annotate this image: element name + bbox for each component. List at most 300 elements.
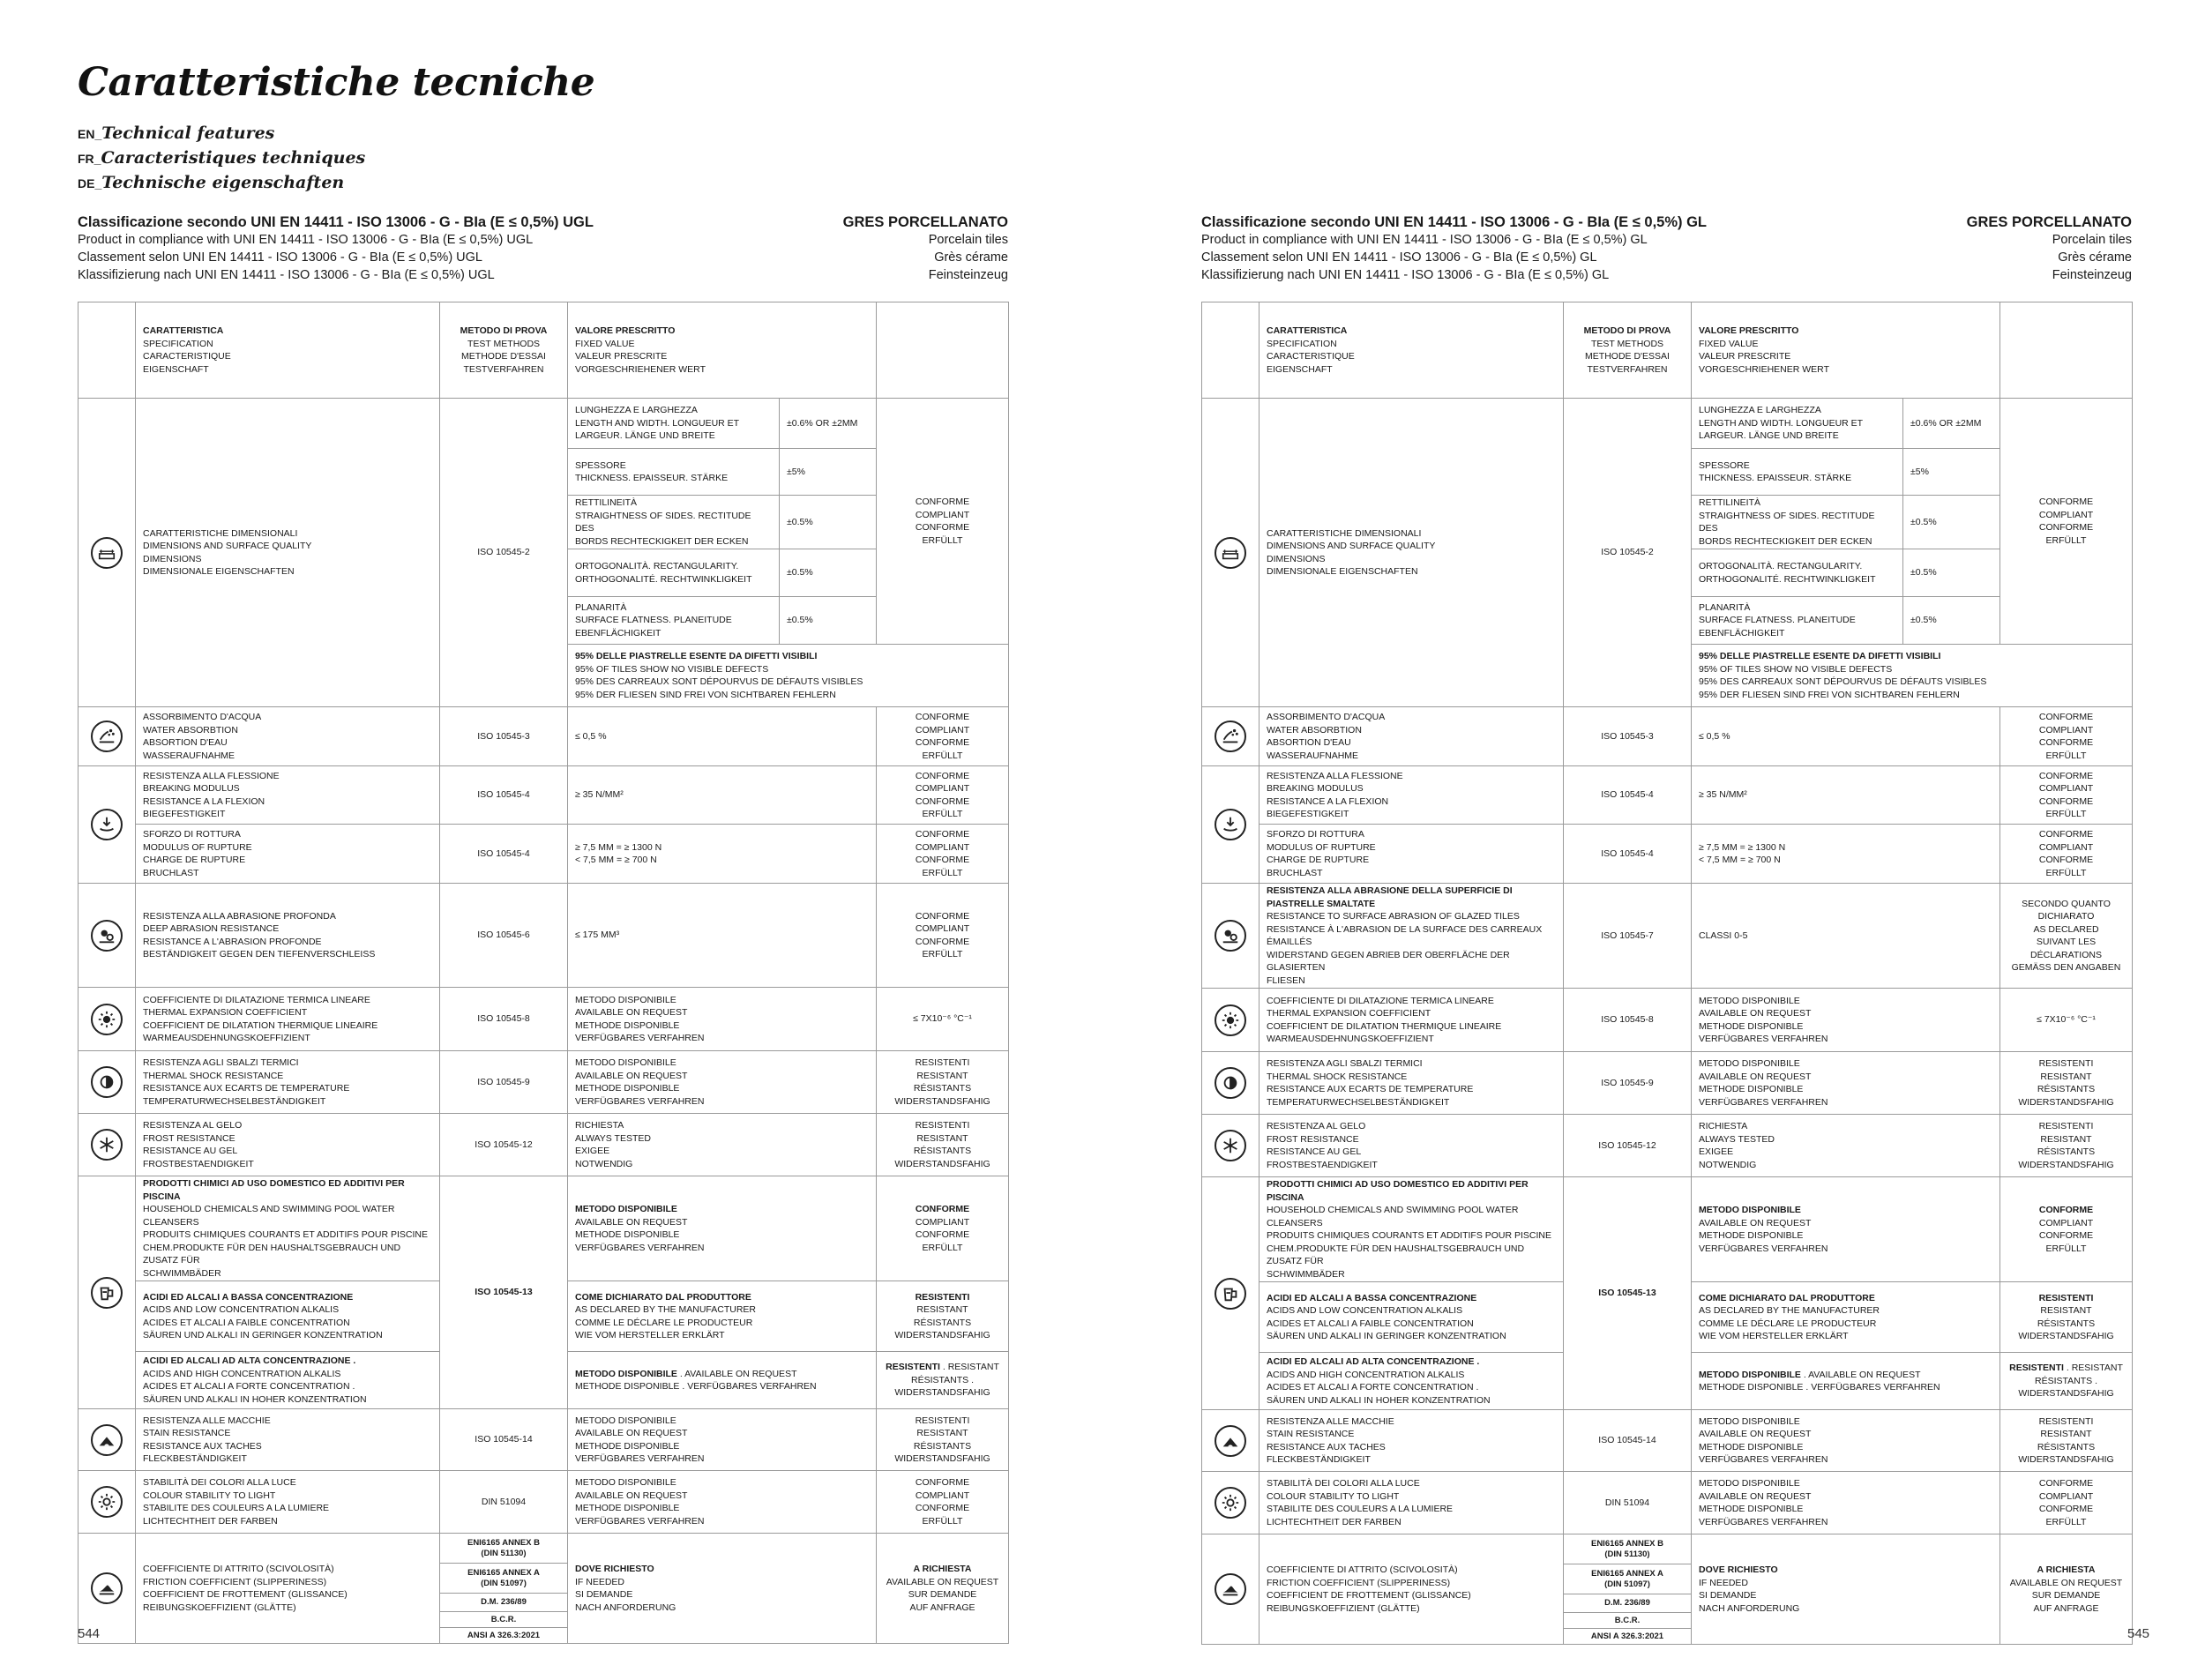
text-line: BORDS RECHTECKIGKEIT DER ECKEN — [575, 535, 749, 547]
row-method: ISO 10545-8 — [1564, 989, 1692, 1052]
text-line: RESISTANT — [2040, 1133, 2092, 1145]
text-line: LENGTH AND WIDTH. LONGUEUR ET — [1699, 417, 1864, 429]
text-line: ≤ 7X10⁻⁶ °C⁻¹ — [2037, 1014, 2096, 1026]
text-line: Feinsteinzeug — [2052, 268, 2132, 282]
text-line: VALEUR PRESCRITE — [575, 351, 668, 362]
text-line: RESISTANCE AUX ECARTS DE TEMPERATURE — [143, 1083, 350, 1094]
dimensions-label — [1259, 399, 1564, 707]
row-characteristic — [1259, 989, 1564, 1052]
row-value — [568, 1114, 877, 1176]
text-line: TESTVERFAHREN — [463, 363, 544, 375]
shock-icon-cell — [1202, 1052, 1259, 1115]
row-value — [568, 825, 877, 884]
text-line: ACIDS AND HIGH CONCENTRATION ALKALIS — [143, 1368, 341, 1379]
title-translations — [78, 122, 365, 196]
text-line: AVAILABLE ON REQUEST — [1699, 1490, 1812, 1502]
text-line: IF NEEDED — [575, 1576, 625, 1587]
text-line: (DIN 51130) — [481, 1548, 527, 1558]
sub-value: ±0.5% — [1903, 597, 2000, 645]
text-line: RESISTANT — [916, 1132, 968, 1144]
text-line: METODO DISPONIBILE — [575, 1057, 676, 1068]
text-line: COMME LE DÉCLARE LE PRODUCTEUR — [575, 1317, 753, 1328]
text-line: DIMENSIONS AND SURFACE QUALITY — [1267, 541, 1436, 551]
row-characteristic — [1259, 766, 1564, 825]
text-line: RESISTENTI — [2038, 1415, 2094, 1427]
table-row — [1202, 1472, 2133, 1534]
table-row — [78, 399, 1009, 449]
flex-icon — [1215, 809, 1246, 840]
header-title: CARATTERISTICA — [1267, 325, 1348, 336]
text-line: SFORZO DI ROTTURA — [1267, 829, 1364, 840]
sub-characteristic — [1692, 496, 1903, 549]
text-line: WIDERSTANDSFAHIG — [894, 1330, 990, 1340]
result-title: CONFORME — [2038, 1205, 2094, 1215]
row-value — [568, 1352, 877, 1409]
row-result — [2000, 1472, 2133, 1534]
page-number-left: 544 — [78, 1626, 101, 1641]
light-icon — [91, 1486, 123, 1518]
text-line: EXIGEE — [575, 1146, 610, 1156]
text-line: CONFORME — [915, 795, 970, 807]
text-line: STRAIGHTNESS OF SIDES. RECTITUDE DES — [1699, 510, 1875, 534]
chem-method: ISO 10545-13 — [440, 1176, 568, 1409]
text-line: CARACTERISTIQUE — [143, 351, 231, 362]
friction-method — [1564, 1613, 1692, 1629]
text-line: RESISTANT — [2040, 1071, 2092, 1082]
text-line: Klassifizierung nach UNI EN 14411 - ISO 13006 - G - BIa (E ≤ 0,5%) GL — [1201, 268, 1610, 282]
text-line: LICHTECHTHEIT DER FARBEN — [143, 1515, 278, 1527]
sub-characteristic — [1692, 399, 1903, 449]
sub-characteristic — [568, 549, 780, 597]
text-line: CONFORME — [2038, 522, 2094, 533]
text-line: CONFORME — [915, 522, 970, 533]
water-icon — [1215, 721, 1246, 752]
row-result — [2000, 707, 2133, 766]
text-line: HOUSEHOLD CHEMICALS AND SWIMMING POOL WATER CLEANSERS — [1267, 1205, 1519, 1228]
header-title: METODO DI PROVA — [1583, 325, 1671, 336]
friction-method — [1564, 1594, 1692, 1613]
text-line: STABILITÀ DEI COLORI ALLA LUCE — [143, 1477, 296, 1488]
text-line: COEFFICIENT DE FROTTEMENT (GLISSANCE) — [1267, 1590, 1471, 1601]
row-characteristic — [136, 1281, 440, 1352]
text-line: ≤ 7X10⁻⁶ °C⁻¹ — [913, 1013, 972, 1025]
text-line: COLOUR STABILITY TO LIGHT — [1267, 1490, 1400, 1502]
text-line: COMPLIANT — [915, 724, 970, 735]
row-characteristic — [1259, 707, 1564, 766]
header-title: VALORE PRESCRITTO — [575, 325, 676, 336]
table-header-row — [1202, 302, 2133, 399]
text-line: CONFORME — [915, 1229, 970, 1240]
text-line: VORGESCHRIEHENER WERT — [1699, 363, 1829, 375]
row-value — [568, 707, 877, 766]
row-title: PRODOTTI CHIMICI AD USO DOMESTICO ED ADDITIVI PER PISCINA — [143, 1178, 405, 1202]
text-line: 95% OF TILES SHOW NO VISIBLE DEFECTS — [575, 663, 769, 675]
text-line: RÉSISTANTS — [913, 1083, 972, 1094]
text-line: RESISTANT — [916, 1428, 968, 1438]
row-characteristic — [1259, 1410, 1564, 1472]
text-line: METHODE DISPONIBLE — [1699, 1504, 1804, 1514]
text-line: METHODE DISPONIBLE . VERFÜGBARES VERFAHREN — [1699, 1382, 1940, 1393]
dimensions-method: ISO 10545-2 — [1564, 399, 1692, 707]
text-line: SÄUREN UND ALKALI IN HOHER KONZENTRATION — [143, 1393, 367, 1405]
sub-characteristic — [568, 496, 780, 549]
text-line: RETTILINEITÀ — [575, 497, 638, 508]
text-line: LICHTECHTHEIT DER FARBEN — [1267, 1516, 1401, 1527]
text-line: WIDERSTANDSFAHIG — [2018, 1454, 2114, 1465]
text-line: THERMAL EXPANSION COEFFICIENT — [1267, 1008, 1431, 1019]
row-method: ISO 10545-4 — [440, 766, 568, 825]
text-line: Feinsteinzeug — [928, 268, 1008, 282]
row-title: ACIDI ED ALCALI AD ALTA CONCENTRAZIONE . — [1267, 1356, 1480, 1367]
text-line: CONFORME — [2038, 770, 2094, 781]
text-line: MODULUS OF RUPTURE — [143, 841, 252, 853]
shock-icon — [1215, 1067, 1246, 1099]
flex-icon-cell — [78, 766, 136, 884]
text-line: RESISTANCE AUX TACHES — [143, 1440, 262, 1452]
text-line: SI DEMANDE — [575, 1589, 633, 1600]
row-title: ACIDI ED ALCALI A BASSA CONCENTRAZIONE — [1267, 1292, 1477, 1303]
row-result — [877, 1471, 1009, 1534]
text-line: LUNGHEZZA E LARGHEZZA — [575, 405, 698, 416]
abrasion-icon-cell — [78, 884, 136, 988]
flex-icon-cell — [1202, 766, 1259, 884]
text-line: GEMÄSS DEN ANGABEN — [2011, 962, 2121, 973]
text-line: RESISTENZA ALLE MACCHIE — [1267, 1415, 1394, 1427]
text-line: COMPLIANT — [915, 923, 970, 934]
row-value — [568, 988, 877, 1051]
row-result — [877, 988, 1009, 1051]
text-line: ERFÜLLT — [922, 1515, 963, 1527]
row-method: ISO 10545-3 — [1564, 707, 1692, 766]
text-line: ANSI A 326.3:2021 — [467, 1630, 541, 1640]
text-line: ≥ 7,5 MM = ≥ 1300 N — [1699, 841, 1786, 853]
text-line: Classement selon UNI EN 14411 - ISO 13006 - G - BIa (E ≤ 0,5%) GL — [1201, 250, 1597, 265]
stain-icon — [1215, 1425, 1246, 1457]
text-line: AVAILABLE ON REQUEST — [1699, 1429, 1812, 1439]
sub-value: ±0.6% OR ±2MM — [780, 399, 877, 449]
text-line: VERFÜGBARES VERFAHREN — [1699, 1243, 1828, 1254]
table-row — [1202, 1115, 2133, 1177]
text-line: FRICTION COEFFICIENT (SLIPPERINESS) — [143, 1576, 327, 1587]
text-line: CARATTERISTICHE DIMENSIONALI — [1267, 527, 1422, 539]
sub-value: ±0.5% — [1903, 496, 2000, 549]
row-value — [1692, 1177, 2000, 1282]
text-line: CONFORME — [2038, 1504, 2094, 1514]
text-line: WIDERSTANDSFAHIG — [2018, 1388, 2114, 1400]
row-result — [877, 707, 1009, 766]
table-row — [78, 707, 1009, 766]
text-line: WIDERSTANDSFAHIG — [894, 1158, 990, 1169]
text-line: FRICTION COEFFICIENT (SLIPPERINESS) — [1267, 1577, 1451, 1588]
text-line: SFORZO DI ROTTURA — [143, 829, 241, 840]
text-line: RESISTANT — [916, 1070, 968, 1081]
text-line: SÄUREN UND ALKALI IN GERINGER KONZENTRATION — [143, 1330, 383, 1340]
text-line: < 7,5 MM = ≥ 700 N — [1699, 855, 1781, 865]
text-line: WIDERSTANDSFAHIG — [894, 1453, 990, 1464]
text-line: WARMEAUSDEHNUNGSKOEFFIZIENT — [143, 1033, 310, 1043]
text-line: VERFÜGBARES VERFAHREN — [575, 1095, 705, 1107]
row-method: ISO 10545-12 — [1564, 1115, 1692, 1177]
row-method: ISO 10545-4 — [1564, 766, 1692, 825]
text-line: AS DECLARED BY THE MANUFACTURER — [575, 1304, 756, 1315]
friction-method — [1564, 1534, 1692, 1564]
text-line: RICHIESTA — [1699, 1121, 1748, 1131]
text-line: TEST METHODS — [467, 338, 541, 349]
friction-value — [1692, 1534, 2000, 1645]
text-line: METODO DISPONIBILE — [575, 994, 676, 1005]
sub-characteristic — [1692, 449, 1903, 496]
text-line: ERFÜLLT — [2045, 750, 2087, 761]
text-line: 95% DES CARREAUX SONT DÉPOURVUS DE DÉFAUTS VISIBLES — [575, 676, 863, 687]
value-inline: . AVAILABLE ON REQUEST — [1803, 1369, 1921, 1380]
text-line: Klassifizierung nach UNI EN 14411 - ISO 13006 - G - BIa (E ≤ 0,5%) UGL — [78, 268, 495, 282]
row-characteristic — [1259, 1177, 1564, 1282]
row-method: ISO 10545-6 — [440, 884, 568, 988]
text-line: METHODE DISPONIBLE — [1699, 1441, 1804, 1452]
text-line: METHODE DISPONIBLE — [575, 1440, 680, 1452]
value-title: METODO DISPONIBILE — [1699, 1205, 1801, 1215]
translation-de — [78, 171, 365, 196]
text-line: COMPLIANT — [915, 1216, 970, 1228]
header-title: METODO DI PROVA — [460, 325, 548, 336]
abrasion-icon — [1215, 920, 1246, 952]
text-line: BRUCHLAST — [143, 867, 199, 878]
text-line: CONFORME — [2038, 855, 2094, 865]
header-characteristic — [1259, 302, 1564, 399]
result-title: RESISTENTI — [915, 1291, 970, 1303]
thermal-icon — [91, 1004, 123, 1035]
text-line: COEFFICIENTE DI ATTRITO (SCIVOLOSITÀ) — [1267, 1564, 1458, 1575]
text-line: COLOUR STABILITY TO LIGHT — [143, 1490, 276, 1501]
text-line: REIBUNGSKOEFFIZIENT (GLÄTTE) — [143, 1602, 296, 1613]
flex-icon — [91, 809, 123, 840]
row-title: ACIDI ED ALCALI AD ALTA CONCENTRAZIONE . — [143, 1355, 356, 1366]
text-line: ERFÜLLT — [922, 867, 963, 878]
text-line: ≤ 0,5 % — [1699, 730, 1730, 742]
text-line: VERFÜGBARES VERFAHREN — [575, 1242, 705, 1253]
defects-title: 95% DELLE PIASTRELLE ESENTE DA DIFETTI VISIBILI — [575, 651, 818, 661]
text-line: RESISTENZA ALLA FLESSIONE — [143, 770, 280, 781]
friction-result — [2000, 1534, 2133, 1645]
table-row — [1202, 1410, 2133, 1472]
text-line: CONFORME — [2038, 829, 2094, 840]
row-value — [1692, 825, 2000, 884]
dimensions-icon — [1215, 537, 1246, 569]
text-line: COEFFICIENT DE DILATATION THERMIQUE LINEAIRE — [143, 1019, 378, 1031]
text-line: RÉSISTANTS — [913, 1317, 972, 1328]
header-characteristic — [136, 302, 440, 399]
text-line: < 7,5 MM = ≥ 700 N — [575, 855, 657, 865]
table-row — [78, 1409, 1009, 1471]
table-row — [1202, 1052, 2133, 1115]
row-value — [568, 884, 877, 988]
text-line: RESISTANCE AUX TACHES — [1267, 1441, 1386, 1452]
text-line: METODO DISPONIBILE — [1699, 1478, 1800, 1489]
spec-table — [1201, 302, 2133, 1645]
text-line: ERFÜLLT — [2045, 534, 2087, 546]
text-line: TEMPERATURWECHSELBESTÄNDIGKEIT — [143, 1095, 326, 1107]
text-line: RÉSISTANTS — [2037, 1146, 2096, 1157]
row-characteristic — [136, 1051, 440, 1114]
row-title: RESISTENZA ALLA ABRASIONE DELLA SUPERFICIE DI PIASTRELLE SMALTATE — [1267, 885, 1513, 909]
text-line: METHODE D'ESSAI — [1585, 351, 1670, 362]
text-line: CONFORME — [915, 910, 970, 922]
row-value — [1692, 707, 2000, 766]
text-line: LARGEUR. LÄNGE UND BREITE — [1699, 430, 1839, 442]
text-line: Product in compliance with UNI EN 14411 - ISO 13006 - G - BIa (E ≤ 0,5%) GL — [1201, 233, 1648, 247]
text-line: NOTWENDIG — [1699, 1159, 1757, 1170]
stain-icon-cell — [78, 1409, 136, 1471]
text-line: PRODUITS CHIMIQUES COURANTS ET ADDITIFS POUR PISCINE — [1267, 1230, 1552, 1241]
text-line: CONFORME — [915, 737, 970, 748]
frost-icon-cell — [1202, 1115, 1259, 1177]
text-line: ERFÜLLT — [2045, 867, 2087, 878]
dimensions-result — [877, 399, 1009, 645]
text-line: COMPLIANT — [915, 1490, 970, 1501]
text-line: (DIN 51097) — [1604, 1579, 1650, 1589]
text-line: COEFFICIENT DE DILATATION THERMIQUE LINEAIRE — [1267, 1020, 1502, 1032]
text-line: CONFORME — [915, 712, 970, 722]
row-result — [877, 825, 1009, 884]
thermal-icon — [1215, 1004, 1246, 1036]
text-line: RESISTENZA ALLE MACCHIE — [143, 1415, 271, 1426]
row-characteristic — [1259, 1052, 1564, 1115]
text-line: CHEM.PRODUKTE FÜR DEN HAUSHALTSGEBRAUCH UND ZUSATZ FÜR — [1267, 1243, 1525, 1266]
row-characteristic — [1259, 1353, 1564, 1410]
text-line: STRAIGHTNESS OF SIDES. RECTITUDE DES — [575, 510, 751, 534]
text-line: METHODE DISPONIBLE . VERFÜGBARES VERFAHREN — [575, 1381, 817, 1392]
row-result — [2000, 1177, 2133, 1282]
result-title: A RICHIESTA — [913, 1564, 972, 1574]
shock-icon-cell — [78, 1051, 136, 1114]
row-value — [1692, 1115, 2000, 1177]
text-line: AVAILABLE ON REQUEST — [886, 1576, 999, 1587]
abrasion-icon-cell — [1202, 884, 1259, 989]
row-characteristic — [136, 1409, 440, 1471]
row-method: ISO 10545-3 — [440, 707, 568, 766]
lang-title: Technical features — [101, 123, 275, 143]
row-value — [1692, 1353, 2000, 1410]
table-row — [78, 1051, 1009, 1114]
text-line: RESISTENZA AL GELO — [1267, 1121, 1366, 1131]
text-line: ACIDES ET ALCALI A FAIBLE CONCENTRATION — [1267, 1318, 1474, 1329]
row-method: DIN 51094 — [1564, 1472, 1692, 1534]
row-value — [1692, 884, 2000, 989]
header-value — [568, 302, 877, 399]
friction-method — [440, 1564, 568, 1594]
text-line: Classement selon UNI EN 14411 - ISO 13006 - G - BIa (E ≤ 0,5%) UGL — [78, 250, 482, 265]
table-row — [1202, 707, 2133, 766]
text-line: COMPLIANT — [2038, 783, 2094, 794]
row-value — [1692, 989, 2000, 1052]
text-line: SÄUREN UND ALKALI IN HOHER KONZENTRATION — [1267, 1394, 1491, 1406]
sub-characteristic — [568, 597, 780, 645]
text-line: CONFORME — [2038, 497, 2094, 507]
row-value — [1692, 1282, 2000, 1353]
text-line: TESTVERFAHREN — [1587, 363, 1668, 375]
result-inline: . RESISTANT — [942, 1362, 999, 1373]
text-line: RESISTANCE A L'ABRASION PROFONDE — [143, 936, 322, 947]
table-row — [1202, 1534, 2133, 1564]
text-line: SPECIFICATION — [1267, 338, 1337, 349]
text-line: RÉSISTANTS . — [2035, 1375, 2097, 1386]
water-icon-cell — [1202, 707, 1259, 766]
header-method — [1564, 302, 1692, 399]
text-line: D.M. 236/89 — [481, 1597, 527, 1607]
lang-code: EN_ — [78, 127, 102, 141]
value-title: METODO DISPONIBILE — [1699, 1369, 1801, 1380]
text-line: RESISTENZA ALLA ABRASIONE PROFONDA — [143, 910, 336, 922]
text-line: RÉSISTANTS — [2037, 1318, 2096, 1329]
text-line: 95% DER FLIESEN SIND FREI VON SICHTBAREN FEHLERN — [575, 689, 836, 700]
text-line: REIBUNGSKOEFFIZIENT (GLÄTTE) — [1267, 1602, 1420, 1614]
text-line: METODO DISPONIBILE — [1699, 1415, 1800, 1427]
value-title: METODO DISPONIBILE — [575, 1368, 677, 1379]
text-line: METHODE DISPONIBLE — [575, 1083, 680, 1094]
text-line: AS DECLARED BY THE MANUFACTURER — [1699, 1305, 1880, 1316]
defects-title: 95% DELLE PIASTRELLE ESENTE DA DIFETTI VISIBILI — [1699, 651, 1941, 661]
dimensions-method: ISO 10545-2 — [440, 399, 568, 707]
text-line: WIDERSTANDSFAHIG — [894, 1387, 990, 1399]
text-line: ≤ 0,5 % — [575, 730, 607, 742]
chem-icon — [91, 1277, 123, 1309]
text-line: BREAKING MODULUS — [143, 783, 240, 794]
text-line: RESISTENTI — [915, 1415, 970, 1426]
lang-code: FR_ — [78, 152, 101, 166]
text-line: VERFÜGBARES VERFAHREN — [575, 1453, 705, 1464]
text-line: FROST RESISTANCE — [1267, 1133, 1359, 1145]
text-line: RESISTANCE AUX ECARTS DE TEMPERATURE — [1267, 1084, 1474, 1094]
classification-block — [1201, 213, 1707, 284]
text-line: 95% OF TILES SHOW NO VISIBLE DEFECTS — [1699, 663, 1893, 675]
text-line: FROSTBESTAENDIGKEIT — [143, 1158, 254, 1169]
text-line: AVAILABLE ON REQUEST — [575, 1007, 688, 1018]
text-line: DIMENSIONS AND SURFACE QUALITY — [143, 541, 312, 551]
header-title: VALORE PRESCRITTO — [1699, 325, 1799, 336]
value-title: DOVE RICHIESTO — [575, 1564, 654, 1574]
row-characteristic — [136, 825, 440, 884]
text-line: COMME LE DÉCLARE LE PRODUCTEUR — [1699, 1318, 1877, 1329]
text-line: SCHWIMMBÄDER — [1267, 1268, 1345, 1280]
text-line: COMPLIANT — [2038, 724, 2094, 735]
text-line: ACIDS AND HIGH CONCENTRATION ALKALIS — [1267, 1369, 1465, 1380]
dimensions-icon-cell — [1202, 399, 1259, 707]
text-line: EIGENSCHAFT — [143, 363, 209, 375]
text-line: EIGENSCHAFT — [1267, 363, 1333, 375]
table-row — [1202, 766, 2133, 825]
sub-value: ±0.6% OR ±2MM — [1903, 399, 2000, 449]
row-method: ISO 10545-9 — [440, 1051, 568, 1114]
text-line: RICHIESTA — [575, 1120, 624, 1131]
text-line: ERFÜLLT — [922, 1242, 963, 1253]
text-line: COEFFICIENTE DI DILATAZIONE TERMICA LINEARE — [1267, 995, 1494, 1006]
text-line: FLECKBESTÄNDIGKEIT — [1267, 1454, 1371, 1465]
text-line: EBENFLÄCHIGKEIT — [575, 627, 662, 638]
text-line: WIE VOM HERSTELLER ERKLÄRT — [1699, 1331, 1849, 1341]
text-line: METHODE DISPONIBLE — [1699, 1084, 1804, 1094]
page-number-right: 545 — [2127, 1626, 2150, 1641]
text-line: SUR DEMANDE — [2031, 1590, 2101, 1601]
text-line: ERFÜLLT — [2045, 1516, 2087, 1527]
value-title: DOVE RICHIESTO — [1699, 1564, 1778, 1575]
text-line: RESISTENZA AGLI SBALZI TERMICI — [143, 1057, 299, 1068]
text-line: ASSORBIMENTO D'ACQUA — [143, 712, 262, 722]
row-title: PRODOTTI CHIMICI AD USO DOMESTICO ED ADDITIVI PER PISCINA — [1267, 1179, 1529, 1203]
text-line: THICKNESS. EPAISSEUR. STÄRKE — [1699, 473, 1852, 483]
text-line: RÉSISTANTS — [2037, 1084, 2096, 1094]
text-line: BRUCHLAST — [1267, 867, 1323, 878]
text-line: MODULUS OF RUPTURE — [1267, 841, 1376, 853]
